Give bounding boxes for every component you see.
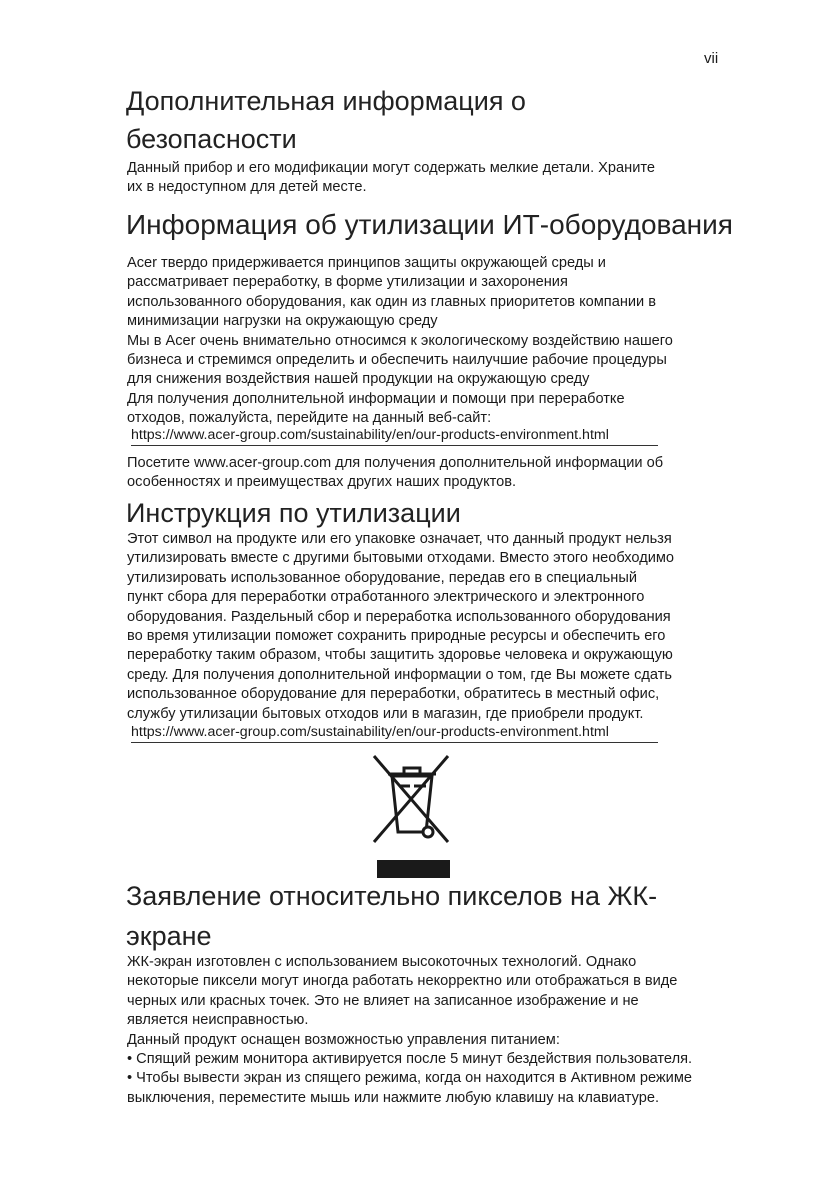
lcd-text [127,953,787,1108]
text-line: переработку таким образом, чтобы защитить здоровье человека и окружающую [127,647,673,664]
safety-heading [126,82,526,158]
text-line: черных или красных точек. Это не влияет на записанное изображение и не [127,992,639,1009]
safety-text [127,159,787,198]
text-line: для снижения воздействия нашей продукции на окружающую среду [127,371,590,388]
disposal-url-link[interactable]: https://www.acer-group.com/sustainability/en/our-products-environment.html [131,724,658,743]
text-line: их в недоступном для детей месте. [127,179,367,196]
crossed-out-wheelie-bin-icon [370,752,452,846]
text-line: среду. Для получения дополнительной информации о том, где Вы можете сдать [127,666,672,683]
text-line: утилизировать использованное оборудование, передав его в специальный [127,569,637,586]
text-line: Этот символ на продукте или его упаковке означает, что данный продукт нельзя [127,531,672,547]
text-line: некоторые пиксели могут иногда работать некорректно или отображаться в виде [127,973,678,990]
text-line: отходов, пожалуйста, перейдите на данный веб-сайт: [127,410,492,427]
text-line: использованное оборудование для переработки, обратитесь в местный офис, [127,686,660,703]
text-line: минимизации нагрузки на окружающую среду [127,313,438,330]
heading-line: Заявление относительно пикселов на ЖК- [126,881,658,911]
text-line: выключения, переместите мышь или нажмите любую клавишу на клавиатуре. [127,1089,659,1106]
text-line: Мы в Acer очень внимательно относимся к экологическому воздействию нашего [127,332,673,349]
text-line: Для получения дополнительной информации и помощи при переработке [127,390,625,407]
text-line: особенностях и преимуществах других наших продуктов. [127,474,517,491]
recycling-url-link[interactable]: https://www.acer-group.com/sustainability/en/our-products-environment.html [131,427,658,446]
recycling-heading: Информация об утилизации ИТ-оборудования [126,209,733,240]
text-line: бизнеса и стремимся определить и обеспечить наилучшие рабочие процедуры [127,352,667,369]
disposal-text [127,530,787,724]
text-line: Посетите www.acer-group.com для получения дополнительной информации об [127,455,664,471]
text-line: утилизировать вместе с другими бытовыми отходами. Вместо этого необходимо [127,550,675,567]
recycling-text [127,254,787,429]
text-line: • Спящий режим монитора активируется после 5 минут бездействия пользователя. [127,1051,693,1068]
text-line: ЖК-экран изготовлен с использованием высокоточных технологий. Однако [127,954,637,970]
text-line: рассматривает переработку, в форме утилизации и захоронения [127,274,568,291]
text-line: оборудования. Раздельный сбор и переработка использованного оборудования [127,608,671,625]
lcd-heading [126,876,657,956]
text-line: • Чтобы вывести экран из спящего режима, когда он находится в Активном режиме [127,1070,692,1087]
text-line: Данный продукт оснащен возможностью управления питанием: [127,1031,560,1048]
disposal-heading: Инструкция по утилизации [126,498,461,528]
text-line: службу утилизации бытовых отходов или в магазин, где приобрели продукт. [127,705,644,722]
page-number: vii [704,50,719,67]
heading-line: безопасности [126,124,297,154]
heading-line: Дополнительная информация о [126,86,526,116]
visit-text [127,454,787,493]
text-line: использованного оборудования, как один из главных приоритетов компании в [127,293,657,310]
text-line: Acer твердо придерживается принципов защиты окружающей среды и [127,255,606,271]
text-line: во время утилизации поможет сохранить природные ресурсы и обеспечить его [127,628,666,645]
heading-line: экране [126,921,212,951]
text-line: пункт сбора для переработки отработанного электрического и электронного [127,589,645,606]
text-line: Данный прибор и его модификации могут содержать мелкие детали. Храните [127,160,655,176]
text-line: является неисправностью. [127,1012,309,1029]
